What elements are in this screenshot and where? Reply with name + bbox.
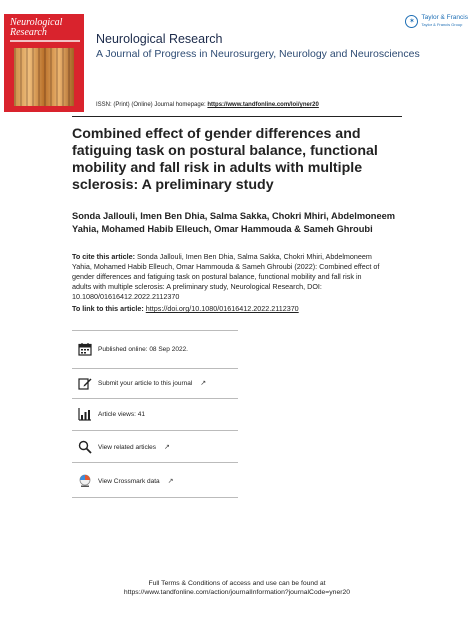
crossmark-label: View Crossmark data: [98, 477, 160, 485]
submit-article-link[interactable]: [78, 376, 206, 390]
divider: [72, 462, 238, 463]
journal-tagline: A Journal of Progress in Neurosurgery, Neurology and Neurosciences: [96, 48, 420, 60]
submit-article-label: Submit your article to this journal: [98, 379, 193, 387]
terms-text: Full Terms & Conditions of access and use can be found at: [148, 580, 326, 587]
related-articles-label: View related articles: [98, 443, 157, 451]
cite-label: To cite this article:: [72, 252, 135, 261]
tf-globe-icon: ✶: [405, 15, 418, 28]
published-online-item: [78, 342, 188, 356]
article-link-line: [72, 304, 299, 313]
divider: [72, 398, 238, 399]
doi-link[interactable]: https://doi.org/10.1080/01616412.2022.2112370: [145, 304, 299, 313]
divider: [72, 430, 238, 431]
terms-link[interactable]: https://www.tandfonline.com/action/journalInformation?journalCode=yner20: [123, 589, 351, 596]
article-authors: Sonda Jallouli, Imen Ben Dhia, Salma Sakka, Chokri Mhiri, Abdelmoneem Yahia, Mohamed Habib Elleuch, Omar Hammouda & Sameh Ghroubi: [72, 211, 396, 234]
publisher-logo: [405, 14, 468, 28]
divider: [72, 497, 238, 498]
magnifier-icon: [78, 440, 92, 454]
link-label: To link to this article:: [72, 304, 144, 313]
related-articles-link[interactable]: [78, 440, 170, 454]
divider: [72, 330, 238, 331]
external-link-icon: ↗: [167, 478, 174, 485]
citation-block: [72, 252, 382, 302]
article-views-item: [78, 407, 145, 421]
cover-title: Neurological Research: [10, 17, 63, 38]
issn-line: [96, 102, 319, 108]
crossmark-icon: [78, 474, 92, 488]
header-divider: [72, 116, 402, 117]
cite-text: Sonda Jallouli, Imen Ben Dhia, Salma Sakka, Chokri Mhiri, Abdelmoneem Yahia, Mohamed Habib Elleuch, Omar Hammouda & Sameh Ghroubi (2022): Combined effect of gender differences and fatiguing task on postural balance, functional mobility and fall risk in adults with multiple sclerosis: A preliminary study, Neurological Research, DOI: 10.1080/01616412.2022.2112370: [72, 252, 380, 301]
issn-prefix: ISSN: (Print) (Online) Journal homepage:: [96, 102, 208, 108]
crossmark-link[interactable]: [78, 474, 174, 488]
external-link-icon: ↗: [164, 444, 170, 451]
divider: [72, 368, 238, 369]
external-link-icon: ↗: [200, 380, 207, 387]
calendar-icon: [78, 342, 92, 356]
cover-subtitle-bar: [10, 40, 80, 42]
article-title: Combined effect of gender differences and fatiguing task on postural balance, functional mobility and fall risk in adults with multiple sclerosis: A preliminary study: [72, 126, 378, 193]
edit-icon: [78, 376, 92, 390]
journal-cover-image: [4, 14, 84, 112]
publisher-name: [421, 14, 468, 28]
bar-chart-icon: [78, 407, 92, 421]
terms-footer: [0, 579, 474, 597]
cover-artwork: [14, 48, 74, 106]
published-online-label: Published online: 08 Sep 2022.: [98, 345, 188, 353]
journal-homepage-link[interactable]: https://www.tandfonline.com/loi/yner20: [207, 102, 319, 108]
publisher-name-text: Taylor & Francis: [421, 14, 468, 21]
publisher-group-text: Taylor & Francis Group: [421, 22, 463, 27]
article-views-label: Article views: 41: [98, 410, 145, 418]
journal-name: Neurological Research: [96, 32, 223, 46]
